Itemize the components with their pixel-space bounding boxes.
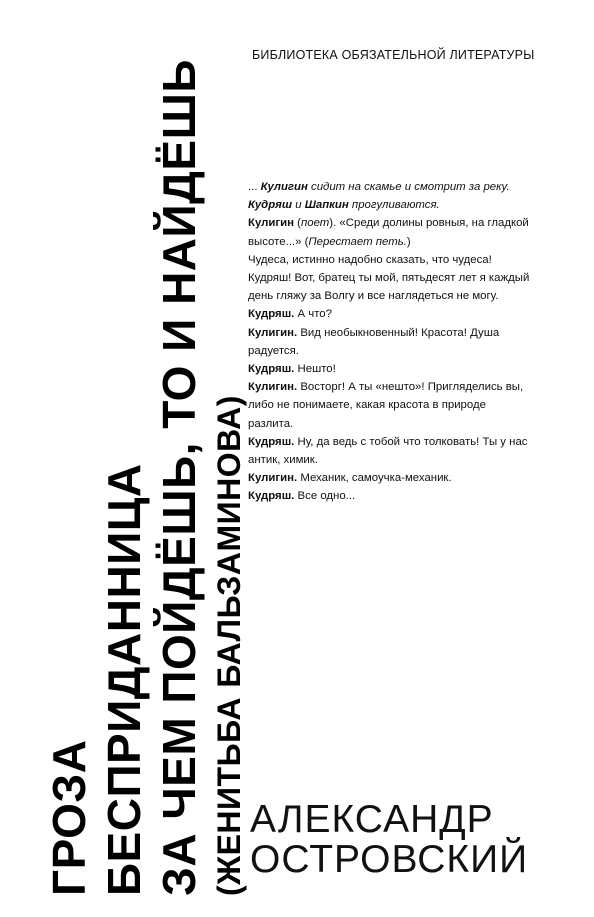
speaker-name: Кудряш.: [248, 435, 295, 448]
speech-text: Вид необыкновенный! Красота! Душа радуется.: [248, 326, 500, 357]
dialogue-line: [248, 360, 534, 378]
title-zhenitba-balzaminova: (ЖЕНИТЬБА БАЛЬЗАМИНОВА): [211, 395, 247, 896]
author-last-name: ОСТРОВСКИЙ: [250, 838, 529, 881]
titles-block: [43, 36, 253, 896]
author-first-name: АЛЕКСАНДР: [250, 798, 494, 841]
speaker-name: Кулигин.: [248, 381, 298, 394]
dialogue-list: [248, 305, 534, 505]
dialogue-line: [248, 324, 534, 360]
dialogue-line: [248, 378, 534, 433]
speaker-name: Кулигин.: [248, 326, 298, 339]
author-name: [250, 800, 528, 880]
speech-text: А что?: [294, 308, 332, 321]
speaker-name: Кудряш.: [248, 308, 295, 321]
speaker-name: Кудряш.: [248, 490, 295, 503]
speech-text: Механик, самоучка-механик.: [297, 472, 452, 485]
speaker-name: Кулигин.: [248, 472, 298, 485]
excerpt-text: [248, 178, 534, 506]
speech-text: Нешто!: [294, 363, 336, 376]
dialogue-line: [248, 469, 534, 487]
dialogue-line: [248, 433, 534, 469]
excerpt-stage-direction: ... Кулигин сидит на скамье и смотрит за реку. Кудряш и Шапкин прогуливаются.: [248, 181, 510, 212]
speech-text: Ну, да ведь с тобой что толковать! Ты у нас антик, химик.: [248, 435, 528, 467]
dialogue-line: [248, 487, 534, 505]
speaker-name: Кудряш.: [248, 363, 295, 376]
excerpt-paragraph: Чудеса, истинно надобно сказать, что чудеса! Кудряш! Вот, братец ты мой, пятьдесят лет я каждый день гляжу за Волгу и все наглядеться не могу.: [248, 253, 530, 303]
dialogue-line: [248, 305, 534, 323]
series-name: БИБЛИОТЕКА ОБЯЗАТЕЛЬНОЙ ЛИТЕРАТУРЫ: [252, 48, 535, 62]
excerpt-song-line: Кулигин (поет). «Среди долины ровныя, на гладкой высоте...» (Перестает петь.): [248, 217, 529, 248]
speech-text: Все одно...: [294, 490, 356, 503]
title-groza: ГРОЗА: [43, 739, 95, 896]
speech-text: Восторг! А ты «нешто»! Пригляделись вы, либо не понимаете, какая красота в природе разлита.: [248, 381, 524, 430]
title-za-chem-poidesh: ЗА ЧЕМ ПОЙДЁШЬ, ТО И НАЙДЁШЬ: [153, 59, 205, 896]
title-bespridannitsa: БЕСПРИДАННИЦА: [98, 463, 150, 896]
